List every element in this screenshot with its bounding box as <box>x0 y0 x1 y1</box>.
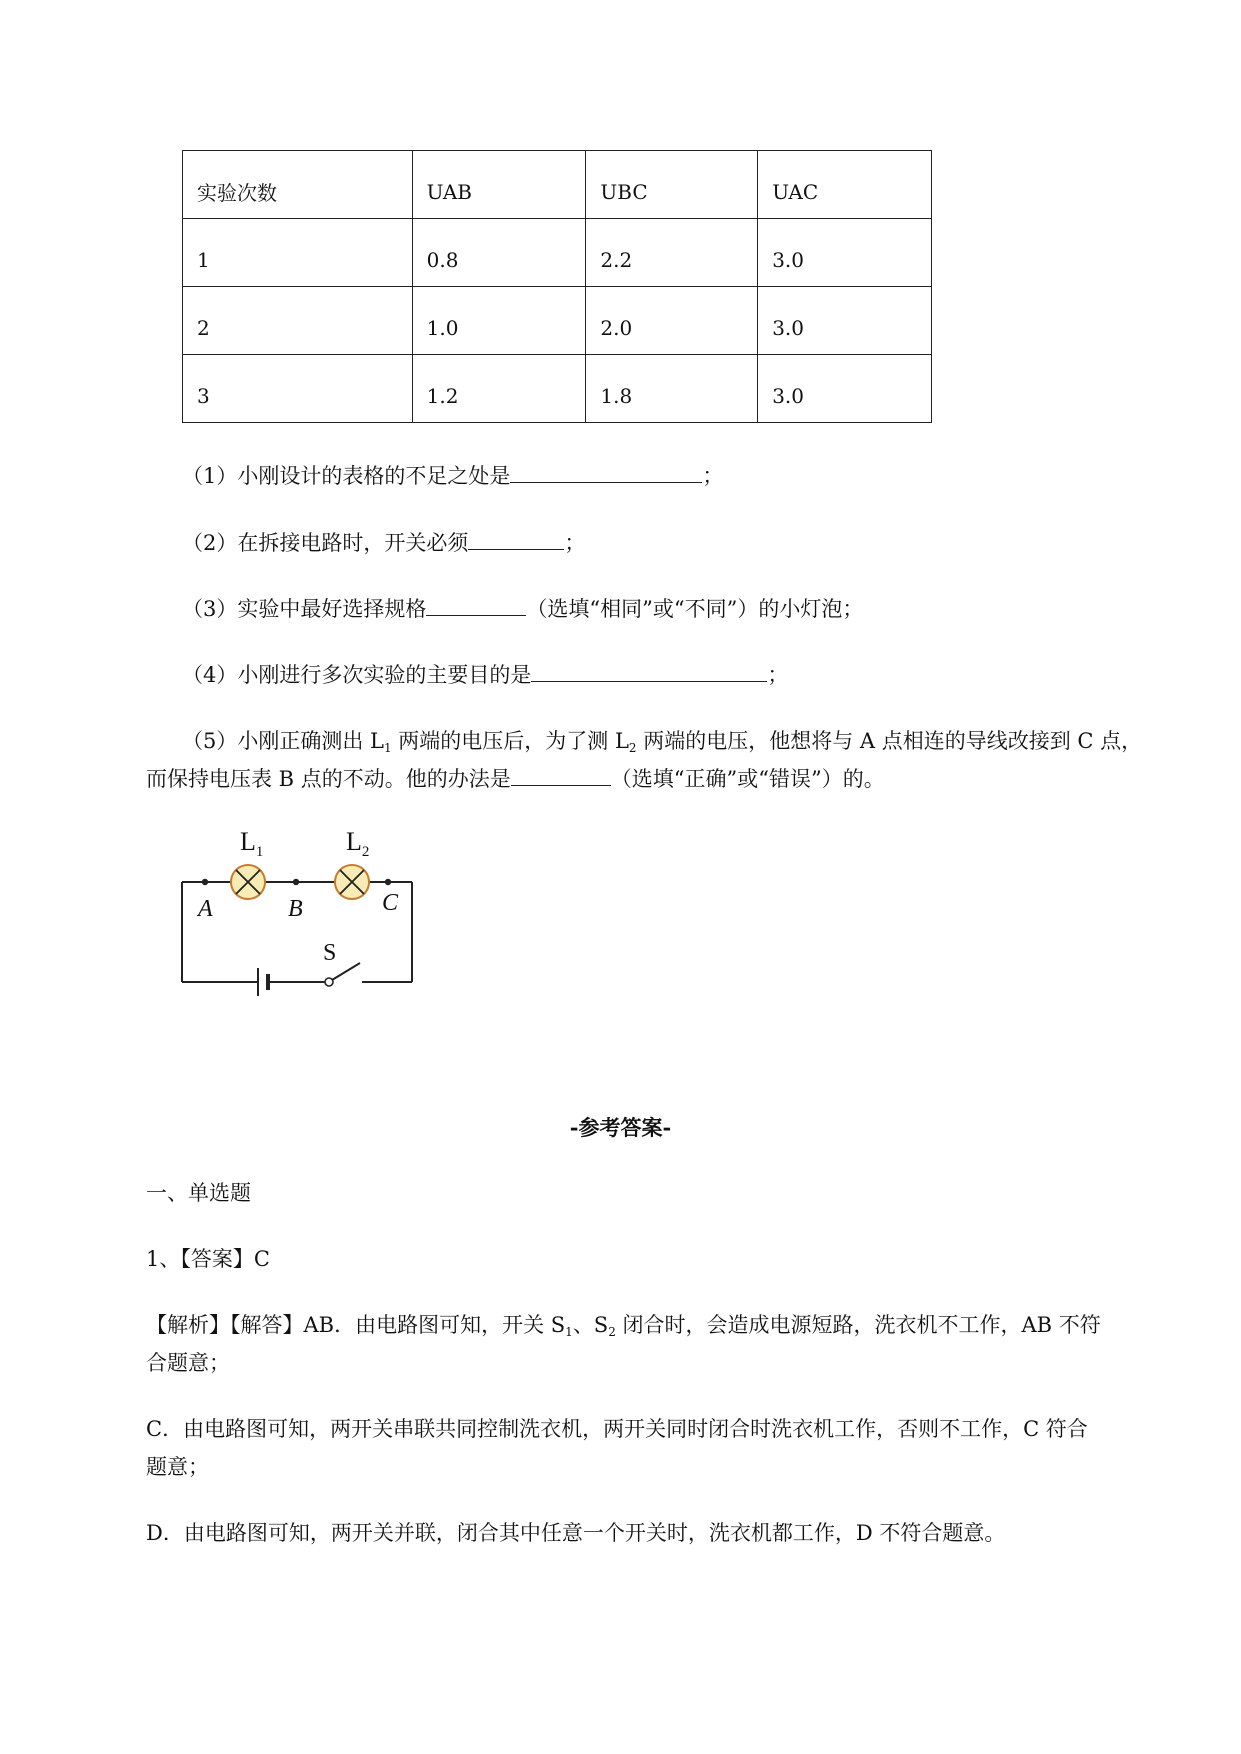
question-text: （4）小刚进行多次实验的主要目的是 <box>182 663 532 687</box>
answer-blank <box>511 765 611 786</box>
table-header: UAC <box>758 151 932 219</box>
table-header-row <box>183 151 932 219</box>
table-row <box>183 287 932 355</box>
switch-label: S <box>323 940 337 966</box>
junction-c-dot <box>385 879 391 885</box>
table-cell: 3.0 <box>758 219 932 287</box>
lamp-1-label: $L_1$ <box>240 827 264 860</box>
answer-blank <box>468 529 564 550</box>
table-cell: 2.2 <box>586 219 758 287</box>
table-cell: 1.8 <box>586 355 758 423</box>
question-5-line-2 <box>146 763 885 793</box>
subscript: 2 <box>608 1325 616 1339</box>
point-c-label: C <box>382 890 399 916</box>
switch-icon <box>325 963 360 986</box>
option-d-line: D．由电路图可知，两开关并联，闭合其中任意一个开关时，洗衣机都工作，D 不符合题意。 <box>146 1521 1006 1545</box>
question-5-line-1 <box>182 725 1142 755</box>
analysis-line-1 <box>146 1309 1101 1339</box>
question-1 <box>182 460 723 490</box>
answer-blank <box>510 462 702 483</box>
question-text: （5）小刚正确测出 L <box>182 729 384 753</box>
subscript: 2 <box>628 741 637 755</box>
lamp-2-icon <box>335 865 369 899</box>
table-cell: 1 <box>183 219 413 287</box>
answer-item-1: 1、【答案】C <box>146 1247 270 1271</box>
subscript: 1 <box>565 1325 573 1339</box>
question-text: ； <box>767 663 789 687</box>
table-cell: 1.2 <box>412 355 586 423</box>
answer-blank <box>426 595 526 616</box>
question-text: ； <box>702 464 724 488</box>
analysis-line-2: 合题意； <box>146 1351 230 1375</box>
table-cell: 3 <box>183 355 413 423</box>
question-4 <box>182 659 788 689</box>
question-text: 两端的电压，他想将与 A 点相连的导线改接到 C 点， <box>636 729 1143 753</box>
option-c-line-1: C．由电路图可知，两开关串联共同控制洗衣机，两开关同时闭合时洗衣机工作，否则不工作，C 符合 <box>146 1417 1088 1441</box>
option-c-line-2: 题意； <box>146 1455 209 1479</box>
answers-title: -参考答案- <box>569 1115 672 1140</box>
question-text: （3）实验中最好选择规格 <box>182 597 427 621</box>
table-cell: 3.0 <box>758 287 932 355</box>
question-text: （选填“相同”或“不同”）的小灯泡； <box>526 597 864 621</box>
question-2 <box>182 527 585 557</box>
section-heading: 一、单选题 <box>146 1181 251 1205</box>
analysis-text: 【解析】【解答】AB．由电路图可知，开关 S <box>146 1313 566 1337</box>
point-b-label: B <box>288 896 303 922</box>
analysis-text: 闭合时，会造成电源短路，洗衣机不工作，AB 不符 <box>615 1313 1101 1337</box>
point-a-label: A <box>198 896 213 922</box>
subscript: 1 <box>383 741 392 755</box>
table-row <box>183 219 932 287</box>
analysis-text: 、S <box>572 1313 609 1337</box>
circuit-diagram <box>170 820 430 1010</box>
question-text: 而保持电压表 B 点的不动。他的办法是 <box>146 767 511 791</box>
lamp-2-label: $L_2$ <box>346 827 370 860</box>
battery-icon <box>258 968 268 996</box>
lamp-1-icon <box>231 865 265 899</box>
table-row <box>183 355 932 423</box>
question-3 <box>182 593 863 623</box>
question-text: （选填“正确”或“错误”）的。 <box>610 767 885 791</box>
answer-blank <box>531 661 767 682</box>
table-cell: 0.8 <box>412 219 586 287</box>
table-header: UAB <box>412 151 586 219</box>
table-header: 实验次数 <box>183 151 413 219</box>
junction-b-dot <box>293 879 299 885</box>
table-cell: 2.0 <box>586 287 758 355</box>
question-text: 两端的电压后，为了测 L <box>391 729 629 753</box>
question-text: ； <box>564 531 586 555</box>
voltage-table <box>182 150 932 423</box>
table-header: UBC <box>586 151 758 219</box>
junction-a-dot <box>202 879 208 885</box>
table-cell: 3.0 <box>758 355 932 423</box>
table-cell: 1.0 <box>412 287 586 355</box>
table-cell: 2 <box>183 287 413 355</box>
question-text: （2）在拆接电路时，开关必须 <box>182 531 469 555</box>
question-text: （1）小刚设计的表格的不足之处是 <box>182 464 511 488</box>
